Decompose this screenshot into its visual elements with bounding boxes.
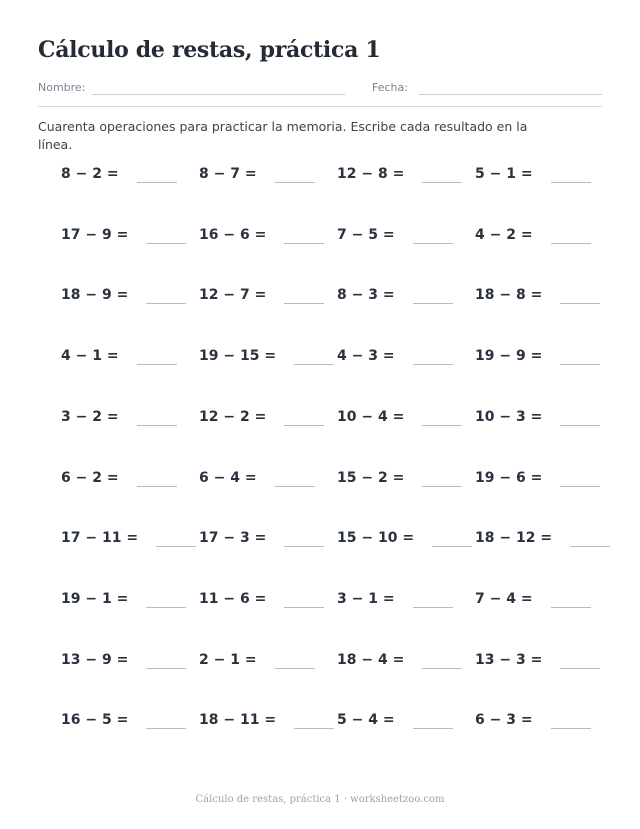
problem-item [199,649,339,675]
problem-item [199,588,339,614]
answer-line[interactable] [432,546,472,547]
answer-line[interactable] [275,668,315,669]
problem-expression: 19 − 9 = [475,348,543,364]
answer-line[interactable] [560,668,600,669]
problem-expression: 2 − 1 = [199,652,257,668]
problem-expression: 8 − 2 = [61,166,119,182]
problem-item [337,649,477,675]
problem-item [199,406,339,432]
problem-expression: 18 − 9 = [61,287,129,303]
answer-line[interactable] [284,303,324,304]
answer-line[interactable] [284,607,324,608]
problem-item [337,709,477,735]
answer-line[interactable] [146,607,186,608]
answer-line[interactable] [146,668,186,669]
date-line[interactable] [419,94,602,95]
answer-line[interactable] [560,364,600,365]
problem-expression: 18 − 8 = [475,287,543,303]
problem-item [475,588,615,614]
problem-expression: 3 − 2 = [61,409,119,425]
problem-item [337,224,477,250]
problem-item [475,527,615,553]
problem-item [475,709,615,735]
problem-expression: 4 − 3 = [337,348,395,364]
answer-line[interactable] [551,243,591,244]
problem-item [337,284,477,310]
answer-line[interactable] [422,182,462,183]
problem-expression: 7 − 5 = [337,227,395,243]
problem-expression: 11 − 6 = [199,591,267,607]
problem-item [199,163,339,189]
date-label: Fecha: [372,81,408,94]
problem-item [199,345,339,371]
answer-line[interactable] [275,182,315,183]
problem-expression: 18 − 4 = [337,652,405,668]
answer-line[interactable] [275,486,315,487]
problem-expression: 16 − 6 = [199,227,267,243]
problem-expression: 3 − 1 = [337,591,395,607]
answer-line[interactable] [413,728,453,729]
answer-line[interactable] [551,182,591,183]
problem-expression: 15 − 10 = [337,530,415,546]
problem-expression: 19 − 1 = [61,591,129,607]
problem-item [61,709,201,735]
answer-line[interactable] [284,425,324,426]
problem-item [61,406,201,432]
problem-item [475,163,615,189]
problem-item [61,224,201,250]
answer-line[interactable] [284,243,324,244]
problem-expression: 6 − 3 = [475,712,533,728]
problem-expression: 19 − 15 = [199,348,277,364]
problem-expression: 10 − 3 = [475,409,543,425]
answer-line[interactable] [413,243,453,244]
answer-line[interactable] [146,243,186,244]
info-row [38,80,602,96]
problem-item [475,284,615,310]
problem-item [61,163,201,189]
problem-expression: 13 − 3 = [475,652,543,668]
problem-expression: 6 − 2 = [61,470,119,486]
problem-item [61,649,201,675]
answer-line[interactable] [560,303,600,304]
problem-expression: 10 − 4 = [337,409,405,425]
answer-line[interactable] [413,364,453,365]
answer-line[interactable] [422,668,462,669]
problem-item [337,467,477,493]
problem-expression: 17 − 3 = [199,530,267,546]
problem-item [475,649,615,675]
problem-expression: 12 − 7 = [199,287,267,303]
answer-line[interactable] [413,303,453,304]
problem-item [199,467,339,493]
answer-line[interactable] [422,486,462,487]
problem-expression: 8 − 7 = [199,166,257,182]
problem-expression: 17 − 11 = [61,530,139,546]
problem-expression: 13 − 9 = [61,652,129,668]
answer-line[interactable] [146,303,186,304]
problem-item [61,527,201,553]
problem-item [475,224,615,250]
problem-item [199,709,339,735]
problem-item [199,284,339,310]
instructions: Cuarenta operaciones para practicar la memoria. Escribe cada resultado en la línea. [38,119,528,152]
problem-item [61,588,201,614]
problem-item [199,527,339,553]
problem-expression: 5 − 4 = [337,712,395,728]
answer-line[interactable] [560,425,600,426]
answer-line[interactable] [156,546,196,547]
problem-expression: 5 − 1 = [475,166,533,182]
name-label: Nombre: [38,81,86,94]
answer-line[interactable] [413,607,453,608]
answer-line[interactable] [294,728,334,729]
page-title: Cálculo de restas, práctica 1 [38,37,381,63]
problem-expression: 4 − 2 = [475,227,533,243]
problem-item [475,467,615,493]
problem-expression: 18 − 11 = [199,712,277,728]
problem-expression: 12 − 8 = [337,166,405,182]
problem-expression: 19 − 6 = [475,470,543,486]
problem-item [61,467,201,493]
problem-item [475,345,615,371]
problem-expression: 15 − 2 = [337,470,405,486]
problem-item [475,406,615,432]
problem-item [61,284,201,310]
problem-expression: 8 − 3 = [337,287,395,303]
problem-item [337,527,477,553]
answer-line[interactable] [294,364,334,365]
problem-expression: 16 − 5 = [61,712,129,728]
answer-line[interactable] [137,425,177,426]
problem-item [337,588,477,614]
problem-item [199,224,339,250]
answer-line[interactable] [422,425,462,426]
header-divider [38,106,602,107]
problem-item [61,345,201,371]
answer-line[interactable] [570,546,610,547]
footer: Cálculo de restas, práctica 1 · worksheetzoo.com [195,794,445,805]
answer-line[interactable] [551,728,591,729]
problem-expression: 18 − 12 = [475,530,553,546]
answer-line[interactable] [137,364,177,365]
answer-line[interactable] [551,607,591,608]
answer-line[interactable] [284,546,324,547]
answer-line[interactable] [146,728,186,729]
name-line[interactable] [92,94,345,95]
problem-item [337,345,477,371]
answer-line[interactable] [560,486,600,487]
problem-expression: 7 − 4 = [475,591,533,607]
answer-line[interactable] [137,486,177,487]
problem-item [337,406,477,432]
problem-item [337,163,477,189]
problem-expression: 12 − 2 = [199,409,267,425]
problem-expression: 6 − 4 = [199,470,257,486]
problem-expression: 4 − 1 = [61,348,119,364]
problem-expression: 17 − 9 = [61,227,129,243]
answer-line[interactable] [137,182,177,183]
